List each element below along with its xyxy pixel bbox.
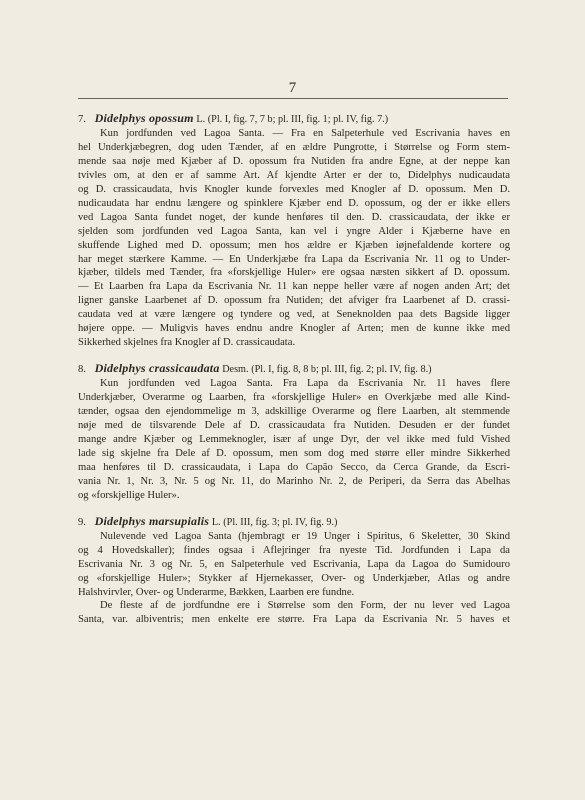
- plate-references: (Pl. I, fig. 7, 7 b; pl. III, fig. 1; pl. IV, fig. 7.): [207, 114, 389, 125]
- text-line: og «forskjellige Huler».: [78, 489, 180, 501]
- species-name: Didelphys crassicaudata: [94, 362, 220, 376]
- species-author: Desm.: [222, 364, 249, 376]
- plate-references: (Pl. III, fig. 3; pl. IV, fig. 9.): [223, 516, 338, 528]
- entry-number: 7.: [78, 114, 86, 125]
- text-line: ligner ganske Laarbenet af D. opossum fra Nutiden; det afviger fra Laarbenet af D. crassi-: [78, 295, 510, 307]
- text-line: skuffende Lighed med D. opossum; men hos ældre er Kjæben iøjnefaldende kortere og: [78, 239, 510, 251]
- header-rule: [78, 98, 508, 99]
- text-line: — Et Laarben fra Lapa da Escrivania Nr. 11 kan neppe heller være af nogen anden Art; det: [78, 281, 510, 293]
- text-line: hel Underkjæbegren, dog uden Tænder, af en ældre Pungrotte, i Størrelse og Form stem-: [78, 141, 510, 153]
- species-name: Didelphys marsupialis: [94, 514, 210, 528]
- text-line: Kun jordfunden ved Lagoa Santa. Fra Lapa da Escrivania Nr. 11 haves flere: [100, 378, 510, 390]
- body-text: [78, 112, 510, 639]
- entry-heading: [78, 515, 510, 530]
- text-line: caudata ved at være længere og tyndere og ved, at Seneknolden paa dets Bagside ligger: [78, 309, 510, 321]
- text-line: Nulevende ved Lagoa Santa (hjembragt er 19 Unger i Spiritus, 6 Skeletter, 30 Skind: [100, 530, 510, 542]
- entry-heading: [78, 112, 510, 127]
- text-line: og 4 Hovedskaller); findes ogsaa i Aflejringer fra nyeste Tid. Jordfunden i Lapa da: [78, 544, 510, 556]
- text-line: De fleste af de jordfundne ere i Størrelse som den Form, der nu lever ved Lagoa: [100, 600, 510, 612]
- text-line: og D. crassicaudata, hvis Knogler kunde forvexles med Knogler af D. opossum. Men D.: [78, 183, 510, 195]
- text-line: sjelden som jordfunden ved Lagoa Santa, kan vel i yngre Alder i Kjæberne have en: [78, 225, 510, 237]
- text-line: og «forskjellige Huler»; Stykker af Hjernekasser, Over- og Underkjæber, Atlas og andre: [78, 572, 510, 584]
- text-line: har meget stærkere Kamme. — En Underkjæbe fra Lapa da Escrivania Nr. 11 og to Under-: [78, 253, 510, 265]
- entry-heading: [78, 362, 510, 377]
- text-line: tænder, ogsaa den ejendommelige m 3, adskillige Overarme og flere Laarben, alt stemmende: [78, 406, 510, 418]
- text-line: tvivles om, at den er af samme Art. Af kjendte Arter er der to, Didelphys nudicaudata: [78, 169, 510, 181]
- text-line: Escrivania Nr. 3 og Nr. 5, en Salpeterhule ved Escrivania, Lapa da Lagoa do Sumidouro: [78, 558, 510, 570]
- species-author: L.: [196, 114, 206, 125]
- species-entry: [78, 515, 510, 628]
- text-line: nudicaudata har endnu længere og spinklere Kjæber end D. opossum, og der er ikke ellers: [78, 197, 510, 209]
- text-line: maa henføres til D. crassicaudata, i Lapa do Capão Secco, da Cerca Grande, da Escri-: [78, 461, 510, 473]
- species-name: Didelphys opossum: [94, 112, 194, 125]
- text-line: højere oppe. — Muligvis haves endnu andre Knogler af Arten; men de kunne ikke med: [78, 323, 510, 335]
- text-line: lade sig skjelne fra Dele af D. opossum, men som dog med større eller mindre Sikkerhed: [78, 447, 510, 459]
- species-entry: [78, 362, 510, 503]
- text-line: mange andre Kjæber og Lemmeknogler, især af unge Dyr, der vel ikke med fuld Vished: [78, 433, 510, 445]
- text-line: kjæber, tildels med Tænder, fra «forskjellige Huler» ere ogsaa næsten sikkert af D. opossum.: [78, 267, 510, 279]
- text-line: Sikkerhed skjelnes fra Knogler af D. crassicaudata.: [78, 337, 296, 349]
- text-line: vania Nr. 1, Nr. 3, Nr. 5 og Nr. 11, do Marinho Nr. 2, de Periperi, da Serra das Abelhas: [78, 475, 510, 487]
- plate-references: (Pl. I, fig. 8, 8 b; pl. III, fig. 2; pl. IV, fig. 8.): [251, 364, 432, 376]
- text-line: nøje med de tilsvarende Dele af D. crassicaudata fra Nutiden. Desuden er der fundet: [78, 420, 510, 432]
- page-number: 7: [288, 80, 297, 96]
- species-author: L.: [211, 516, 221, 528]
- species-entry: [78, 112, 510, 350]
- text-line: Underkjæber, Overarme og Laarben, fra «forskjellige Huler» en Overkjæbe med alle Kind-: [78, 392, 510, 404]
- text-line: Kun jordfunden ved Lagoa Santa. — Fra en Salpeterhule ved Escrivania haves en: [100, 127, 510, 139]
- text-line: ved Lagoa Santa fundet noget, der kunde henføres til den. D. crassicaudata, der ikke er: [78, 211, 510, 223]
- text-line: Santa, var. albiventris; men enkelte ere større. Fra Lapa da Escrivania Nr. 5 haves et: [78, 614, 510, 626]
- entry-number: 8.: [78, 364, 86, 376]
- text-line: mende saa nøje med Kjæber af D. opossum fra Nutiden fra andre Egne, at der neppe kan: [78, 155, 510, 167]
- text-line: Halshvirvler, Over- og Underarme, Bækken, Laarben ere fundne.: [78, 586, 355, 598]
- entry-number: 9.: [78, 516, 86, 528]
